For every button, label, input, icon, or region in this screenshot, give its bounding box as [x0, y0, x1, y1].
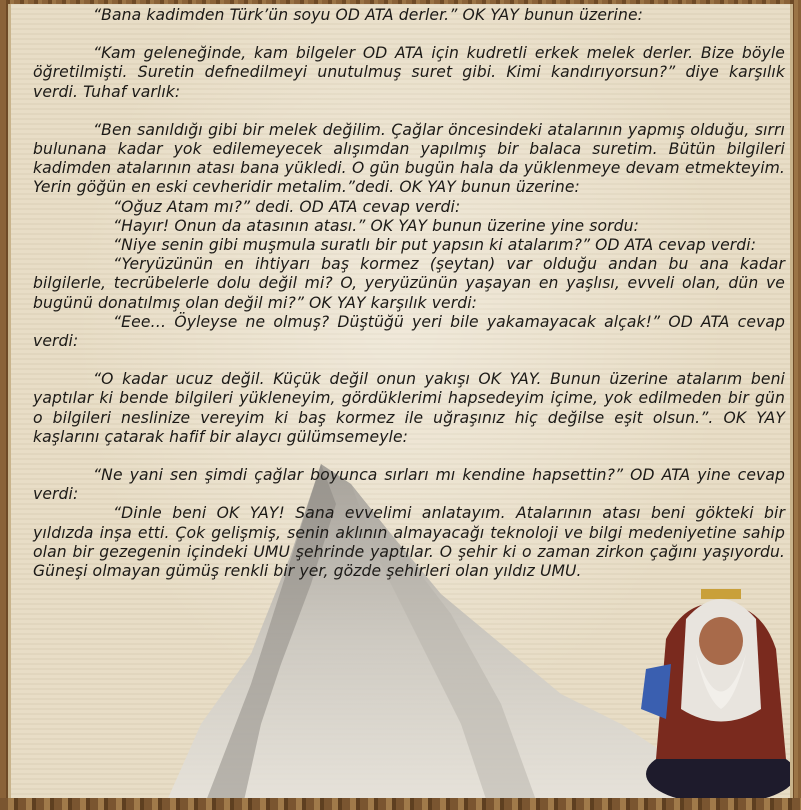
- paragraph: “Oğuz Atam mı?” dedi. OD ATA cevap verdi:: [113, 197, 461, 216]
- paragraph: “Ben sanıldığı gibi bir melek değilim. Çağlar öncesindeki atalarının yapmış olduğu, sırrı bulunana kadar yok edilemeyecek alışımdan yapılmış bir balaca suretim. Bütün bilgileri kadimden atalarının atası bana yükledi. O gün bugün hala da yüklenmeye devam etmekteyim. Yerin göğün en eski cevheridir metalim.”dedi. OK YAY bunun üzerine:: [33, 120, 785, 197]
- paragraph: “Eee… Öyleyse ne olmuş? Düştüğü yeri bile yakamayacak alçak!” OD ATA cevap verdi:: [33, 312, 785, 351]
- paragraph: “Hayır! Onun da atasının atası.” OK YAY bunun üzerine yine sordu:: [113, 216, 639, 235]
- frame-bottom-border: [0, 798, 801, 810]
- paragraph: “Niye senin gibi muşmula suratlı bir put yapsın ki atalarım?” OD ATA cevap verdi:: [113, 236, 757, 255]
- paragraph: “Dinle beni OK YAY! Sana evvelimi anlatayım. Atalarının atası beni gökteki bir yıldızda inşa etti. Çok gelişmiş, senin aklının almayacağı teknoloji ve bilgi medeniyetine sahip olan bir gezegenin içindeki UMU şehrinde yaptılar. O şehir ki o zaman zirkon çağını yaşıyordu. Güneşi olmayan gümüş renkli bir yer, gözde şehirleri olan yıldız UMU.: [33, 504, 785, 581]
- paragraph: “O kadar ucuz değil. Küçük değil onun yakışı OK YAY. Bunun üzerine atalarım beni yaptılar ki bende bilgileri yükleneyim, gördüklerimi hapsedeyim içime, yok edilmeden bir gün o bilgileri neslinize vereyim ki baş kormez ile uğraşınız hiç değilse eşit olsun.”. OK YAY kaşlarını çatarak hafif bir alaycı gülümsemeyle:: [33, 370, 785, 446]
- paragraph: “Kam geleneğinde, kam bilgeler OD ATA için kudretli erkek melek derler. Bize böyle öğretilmişti. Suretin defnedilmeyi unutulmuş suret gibi. Kimi kandırıyorsun?” diye karşılık verdi. Tuhaf varlık:: [33, 44, 785, 101]
- paragraph: “Yeryüzünün en ihtiyarı baş kormez (şeytan) var olduğu andan bu ana kadar bilgilerle, tecrübelerle dolu değil mi? O, yeryüzünün yaşayan en yaşlısı, evveli olan, dün ve bugünü donatılmış olan değil mi?” OK YAY karşılık verdi:: [33, 255, 785, 312]
- paragraph: “Ne yani sen şimdi çağlar boyunca sırları mı kendine hapsettin?” OD ATA yine cevap verdi:: [33, 466, 785, 504]
- paragraph: “Bana kadimden Türk’ün soyu OD ATA derler.” OK YAY bunun üzerine:: [93, 6, 643, 24]
- story-text: [33, 6, 785, 581]
- old-sage-figure: [626, 559, 793, 800]
- parchment-background: [8, 4, 793, 800]
